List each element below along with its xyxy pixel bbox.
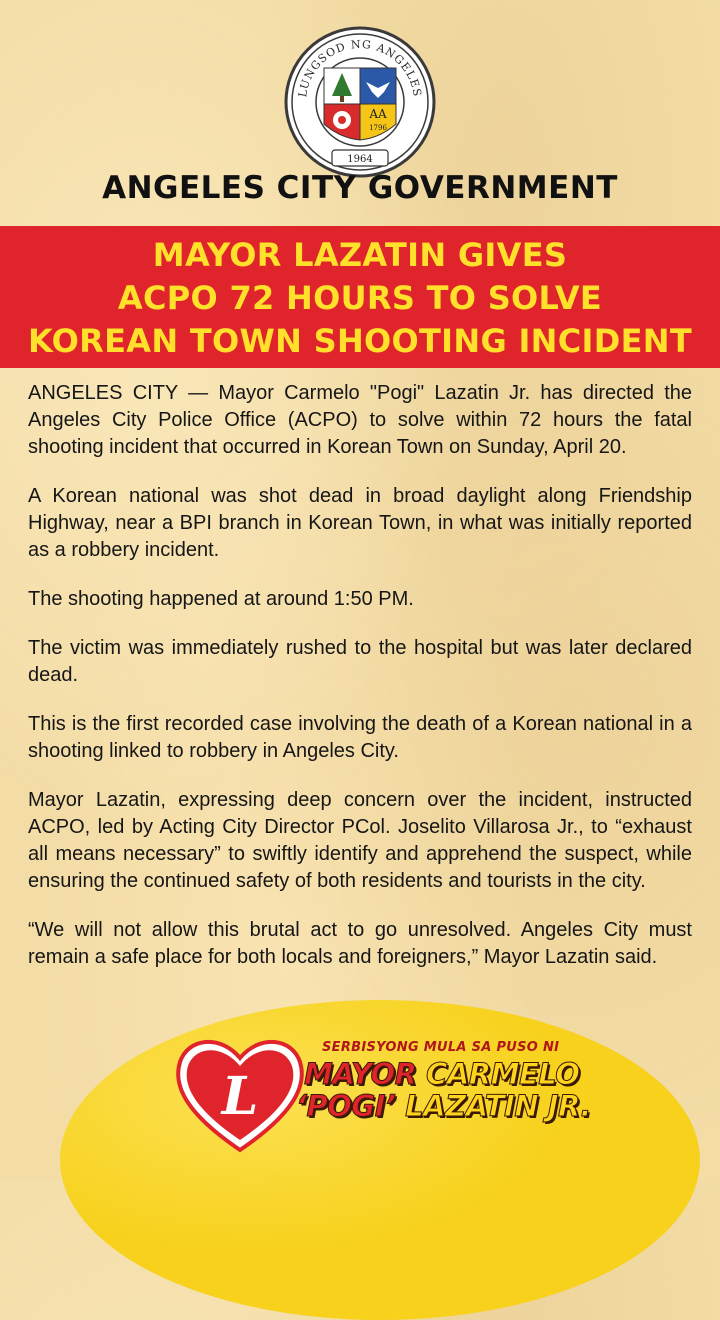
pogi-word: ‘POGI’ xyxy=(296,1089,396,1123)
article-paragraph: “We will not allow this brutal act to go unresolved. Angeles City must remain a safe place for both locals and foreigners,” Mayor Lazatin said. xyxy=(28,919,692,968)
svg-text:L: L xyxy=(221,1066,259,1127)
city-seal-logo xyxy=(284,26,436,178)
seal-graphic xyxy=(284,26,436,178)
mayor-name-line-2 xyxy=(296,1090,591,1122)
mayor-name-line-1 xyxy=(304,1058,579,1090)
government-title: ANGELES CITY GOVERNMENT xyxy=(102,170,618,206)
headline-line-3: KOREAN TOWN SHOOTING INCIDENT xyxy=(28,322,692,360)
svg-text:1964: 1964 xyxy=(347,154,373,165)
svg-text:LUNGSOD NG ANGELES: LUNGSOD NG ANGELES xyxy=(296,37,424,99)
headline-banner xyxy=(0,226,720,368)
carmelo-word: CARMELO xyxy=(426,1057,580,1091)
lazatin-word: LAZATIN JR. xyxy=(405,1089,591,1123)
footer-tagline: SERBISYONG MULA SA PUSO NI xyxy=(322,1040,560,1055)
article-paragraph: The victim was immediately rushed to the hospital but was later declared dead. xyxy=(28,637,692,686)
article-paragraph: A Korean national was shot dead in broad daylight along Friendship Highway, near a BPI branch in Korean Town, in what was initially reported as a robbery incident. xyxy=(28,485,692,561)
article-paragraph: This is the first recorded case involving the death of a Korean national in a shooting linked to robbery in Angeles City. xyxy=(28,713,692,762)
article-paragraph: ANGELES CITY — Mayor Carmelo "Pogi" Lazatin Jr. has directed the Angeles City Police Office (ACPO) to solve within 72 hours the fatal shooting incident that occurred in Korean Town on Sunday, April 20. xyxy=(28,382,692,458)
svg-text:AA: AA xyxy=(369,107,387,121)
article-paragraph: The shooting happened at around 1:50 PM. xyxy=(28,588,414,610)
article-body xyxy=(28,380,692,993)
svg-text:1796: 1796 xyxy=(369,124,387,132)
headline-line-2: ACPO 72 HOURS TO SOLVE xyxy=(117,279,603,317)
article-paragraph: Mayor Lazatin, expressing deep concern over the incident, instructed ACPO, led by Acting City Director PCol. Joselito Villarosa Jr., to “exhaust all means necessary” to swiftly identify and apprehend the suspect, while ensuring the continued safety of both residents and tourists in the city. xyxy=(28,789,692,892)
heart-logo-icon xyxy=(170,1028,310,1158)
mayor-word: MAYOR xyxy=(304,1057,417,1091)
headline-line-1: MAYOR LAZATIN GIVES xyxy=(152,236,568,274)
